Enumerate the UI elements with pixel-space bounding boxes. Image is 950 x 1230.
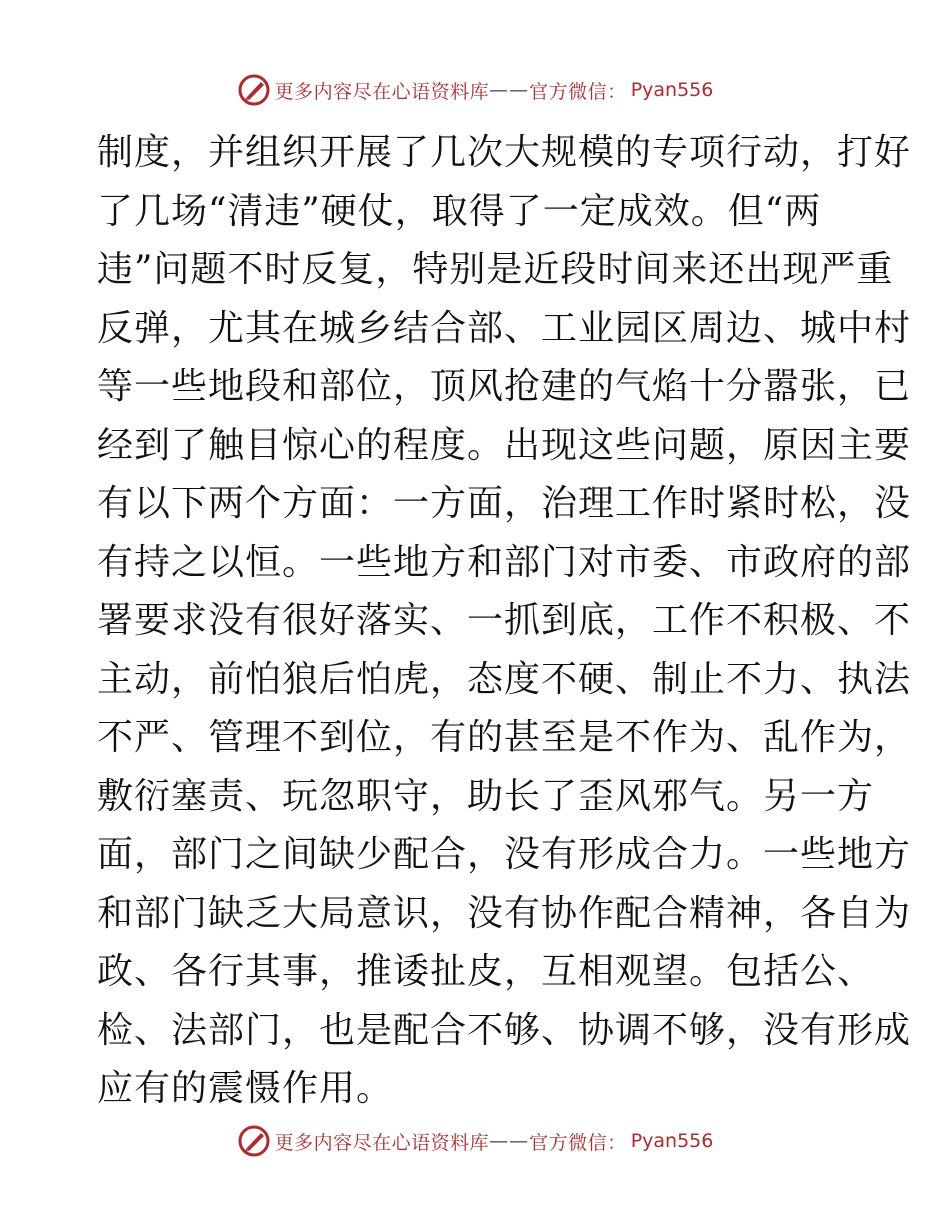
body-line: 检、法部门，也是配合不够、协调不够，没有形成 bbox=[97, 1009, 912, 1051]
body-line: 反弹，尤其在城乡结合部、工业园区周边、城中村 bbox=[97, 307, 912, 349]
body-line: 制度，并组织开展了几次大规模的专项行动，打好 bbox=[97, 132, 912, 173]
body-line: 和部门缺乏大局意识，没有协作配合精神，各自为 bbox=[97, 892, 912, 934]
body-line: 面，部门之间缺少配合，没有形成合力。一些地方 bbox=[97, 834, 912, 875]
document-body bbox=[97, 124, 912, 1119]
body-line: 敷衍塞责、玩忽职守，助长了歪风邪气。另一方 bbox=[97, 775, 875, 817]
watermark-wechat-id: Pyan556 bbox=[630, 1130, 714, 1152]
quill-pen-logo-icon bbox=[237, 1124, 271, 1158]
body-line: 等一些地段和部位，顶风抢建的气焰十分嚣张，已 bbox=[97, 366, 912, 407]
body-line: 经到了触目惊心的程度。出现这些问题，原因主要 bbox=[97, 424, 912, 466]
body-line: 署要求没有很好落实、一抓到底，工作不积极、不 bbox=[97, 600, 912, 641]
watermark-main-text: 更多内容尽在心语资料库 bbox=[274, 1131, 490, 1154]
body-line: 了几场“清违”硬仗，取得了一定成效。但“两 bbox=[97, 190, 822, 232]
watermark-official-label: 官方微信： bbox=[529, 1131, 627, 1154]
body-line: 有以下两个方面：一方面，治理工作时紧时松，没 bbox=[97, 483, 912, 524]
watermark-official-label: 官方微信： bbox=[529, 80, 627, 103]
header-watermark bbox=[0, 70, 950, 110]
watermark-separator: —— bbox=[489, 79, 530, 101]
body-line: 主动，前怕狼后怕虎，态度不硬、制止不力、执法 bbox=[97, 658, 912, 700]
body-line: 政、各行其事，推诿扯皮，互相观望。包括公、 bbox=[97, 951, 875, 992]
watermark-separator: —— bbox=[489, 1130, 530, 1152]
body-line: 应有的震慑作用。 bbox=[97, 1068, 394, 1109]
body-line: 有持之以恒。一些地方和部门对市委、市政府的部 bbox=[97, 541, 912, 583]
watermark-main-text: 更多内容尽在心语资料库 bbox=[274, 80, 490, 103]
quill-pen-logo-icon bbox=[237, 73, 271, 107]
watermark-wechat-id: Pyan556 bbox=[630, 79, 714, 101]
body-line: 违”问题不时反复，特别是近段时间来还出现严重 bbox=[97, 249, 894, 290]
body-line: 不严、管理不到位，有的甚至是不作为、乱作为， bbox=[97, 717, 912, 758]
footer-watermark bbox=[0, 1121, 950, 1161]
